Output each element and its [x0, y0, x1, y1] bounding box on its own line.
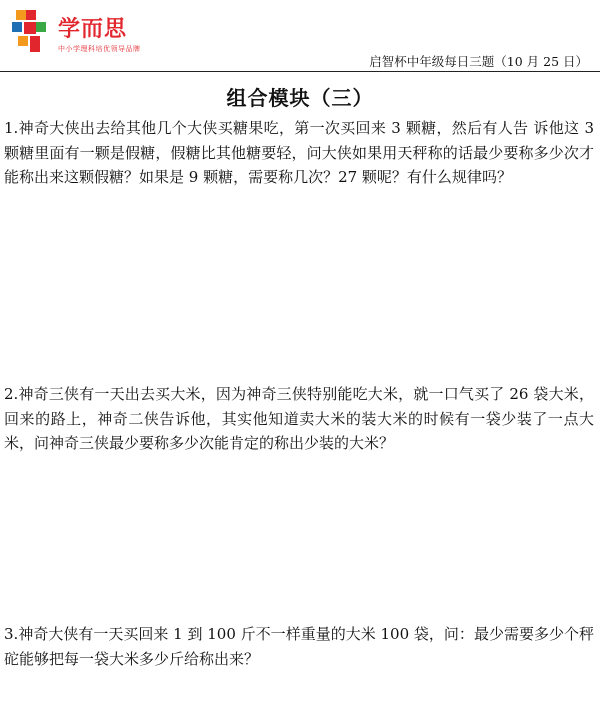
- brand-logo: [10, 8, 160, 62]
- header-info: 启智杯中年级每日三题（10 月 25 日）: [369, 54, 588, 69]
- question-number: 1.: [4, 119, 19, 137]
- logo-mark-icon: [10, 8, 50, 56]
- logo-text: 学而思: [58, 17, 128, 42]
- question-text: 神奇大侠出去给其他几个大侠买糖果吃，第一次买回来 3 颗糖，然后有人告 诉他这 3 颗糖里面有一颗是假糖，假糖比其他糖要轻，问大侠如果用天秤称的话最少要称多少次才能称出来这颗假糖？如果是 9 颗糖，需要称几次？27 颗呢？有什么规律吗？: [4, 119, 594, 186]
- logo-tagline: 中小学理科培优领导品牌: [58, 45, 141, 53]
- question-text: 神奇三侠有一天出去买大米，因为神奇三侠特别能吃大米，就一口气买了 26 袋大米，回来的路上，神奇二侠告诉他，其实他知道卖大米的装大米的时候有一袋少装了一点大米，问神奇三侠最少要称多少次能肯定的称出少装的大米？: [4, 385, 594, 452]
- question-number: 3.: [4, 625, 19, 643]
- question-2: [4, 382, 594, 456]
- page-header: [0, 0, 600, 72]
- header-divider: [0, 71, 600, 72]
- question-number: 2.: [4, 385, 19, 403]
- question-text: 神奇大侠有一天买回来 1 到 100 斤不一样重量的大米 100 袋，问：最少需要多少个秤砣能够把每一袋大米多少斤给称出来？: [4, 625, 594, 668]
- question-1: [4, 116, 594, 190]
- page-title: 组合模块（三）: [226, 86, 374, 110]
- question-3: [4, 622, 594, 671]
